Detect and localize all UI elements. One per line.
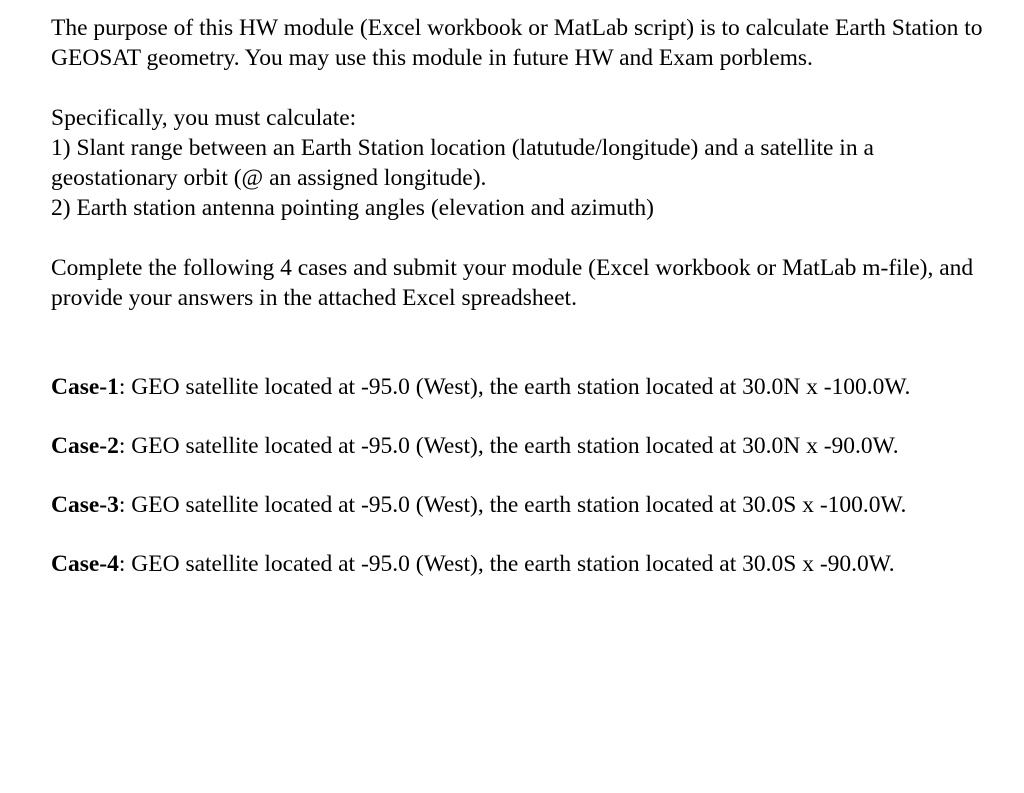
requirement-item-1: 1) Slant range between an Earth Station location (latutude/longitude) and a satellite in a geostationary orbit (@ an assigned longitude). [51, 135, 874, 191]
case-4-label: Case-4 [51, 551, 119, 577]
case-2-paragraph [51, 431, 986, 461]
case-1-label: Case-1 [51, 374, 119, 400]
case-1-paragraph [51, 372, 986, 402]
requirement-item-2: 2) Earth station antenna pointing angles (elevation and azimuth) [51, 195, 654, 221]
instructions-paragraph: Complete the following 4 cases and submit your module (Excel workbook or MatLab m-file), and provide your answers in the attached Excel spreadsheet. [51, 255, 974, 311]
case-2-label: Case-2 [51, 433, 119, 459]
case-3-label: Case-3 [51, 492, 119, 518]
case-2-text: : GEO satellite located at -95.0 (West), the earth station located at 30.0N x -90.0W. [118, 433, 899, 459]
case-3-paragraph [51, 490, 986, 520]
case-4-text: : GEO satellite located at -95.0 (West), the earth station located at 30.0S x -90.0W. [118, 551, 895, 577]
case-4-paragraph [51, 549, 986, 579]
requirements-heading: Specifically, you must calculate: [51, 105, 357, 131]
intro-paragraph: The purpose of this HW module (Excel workbook or MatLab script) is to calculate Earth Station to GEOSAT geometry. You may use this module in future HW and Exam porblems. [51, 15, 983, 71]
case-3-text: : GEO satellite located at -95.0 (West), the earth station located at 30.0S x -100.0W. [118, 492, 907, 518]
requirements-section [51, 103, 986, 223]
case-1-text: : GEO satellite located at -95.0 (West), the earth station located at 30.0N x -100.0W. [118, 374, 911, 400]
document-body [51, 13, 986, 608]
